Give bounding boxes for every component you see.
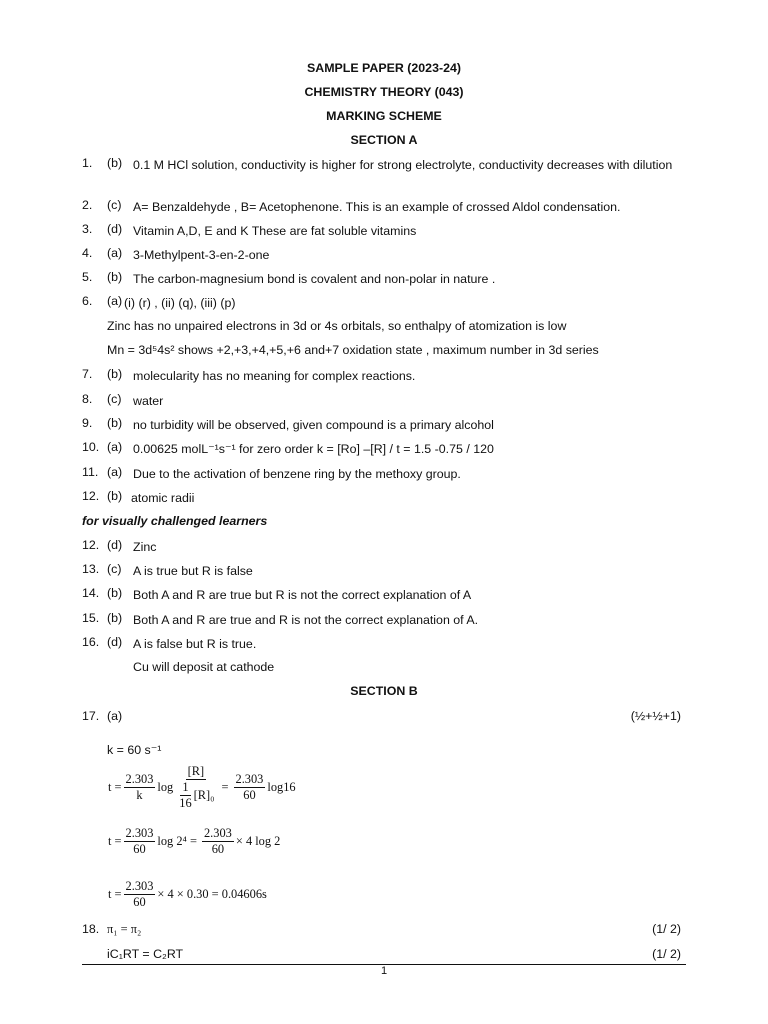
answer-text: atomic radii [131, 491, 195, 505]
answer-number: 2. [82, 198, 93, 212]
answer-text: Both A and R are true and R is not the correct explanation of A. [133, 613, 479, 627]
answer-text: Zinc [133, 540, 157, 554]
answer-number: 12. [82, 489, 100, 503]
eq2-fraction-2 [202, 826, 234, 857]
eq1-one-sixteenth [177, 780, 193, 811]
eq1-initial-concentration: [R]₀ [193, 788, 215, 802]
answer-option: (b) [107, 367, 123, 381]
answer-text: A is false but R is true. [133, 637, 257, 651]
q6-explanation-1: Zinc has no unpaired electrons in 3d or 4s orbitals, so enthalpy of atomization is low [107, 319, 567, 333]
eq3-fraction [124, 879, 156, 910]
eq1-denominator-2: 60 [243, 788, 256, 802]
eq1-fraction-2 [175, 764, 216, 811]
section-a-heading: SECTION A [350, 133, 418, 147]
answer-text: Due to the activation of benzene ring by the methoxy group. [133, 467, 461, 481]
answer-text: molecularity has no meaning for complex reactions. [133, 369, 416, 383]
eq1-equals: = [221, 780, 229, 794]
answer-text: Vitamin A,D, E and K These are fat soluble vitamins [133, 224, 417, 238]
subject-title: CHEMISTRY THEORY (043) [304, 85, 464, 99]
answer-option: (a) [107, 709, 123, 723]
marks-allocation: (1/ 2) [652, 947, 681, 961]
eq2-denominator-2: 60 [211, 842, 225, 856]
answer-number: 7. [82, 367, 93, 381]
eq1-concentration: [R] [187, 764, 205, 778]
eq1-one: 1 [182, 780, 189, 794]
answer-number: 13. [82, 562, 100, 576]
eq1-lhs: t = [108, 780, 122, 794]
answer-number: 17. [82, 709, 100, 723]
eq3-tail: × 4 × 0.30 = 0.04606s [157, 887, 267, 901]
answer-option: (d) [107, 635, 123, 649]
eq2-numerator: 2.303 [125, 826, 154, 840]
answer-option: (b) [107, 156, 123, 170]
answer-option: (a) [107, 294, 123, 308]
answer-option: (c) [107, 198, 122, 212]
eq1-log: log [157, 780, 174, 794]
answer-number: 4. [82, 246, 93, 260]
section-b-heading: SECTION B [350, 684, 418, 698]
answer-option: (a) [107, 440, 123, 454]
paper-title: SAMPLE PAPER (2023-24) [306, 61, 461, 75]
eq2-mid: log 2⁴ = [157, 834, 197, 848]
answer-number: 12. [82, 538, 100, 552]
equation-3 [108, 879, 267, 910]
scheme-title: MARKING SCHEME [326, 109, 442, 123]
answer-option: (c) [107, 562, 122, 576]
answer-number: 16. [82, 635, 100, 649]
equation-2 [108, 826, 280, 857]
eq2-lhs: t = [108, 834, 122, 848]
eq1-fraction-3 [234, 772, 266, 803]
eq2-fraction-1 [124, 826, 156, 857]
answer-option: (b) [107, 586, 123, 600]
answer-option: (d) [107, 538, 123, 552]
answer-number: 3. [82, 222, 93, 236]
answer-number: 10. [82, 440, 100, 454]
answer-option: (b) [107, 416, 123, 430]
eq1-numerator: 2.303 [125, 772, 154, 786]
eq2-tail: × 4 log 2 [235, 834, 281, 848]
answer-option: (b) [107, 489, 123, 503]
answer-text: (i) (r) , (ii) (q), (iii) (p) [124, 296, 236, 310]
answer-number: 15. [82, 611, 100, 625]
eq1-denominator: k [136, 788, 143, 802]
answer-text: 0.00625 molL⁻¹s⁻¹ for zero order k = [Ro] –[R] / t = 1.5 -0.75 / 120 [133, 442, 494, 456]
answer-number: 14. [82, 586, 100, 600]
marks-allocation: (½+½+1) [630, 709, 681, 723]
answer-number: 18. [82, 922, 100, 936]
answer-text: A= Benzaldehyde , B= Acetophenone. This is an example of crossed Aldol condensation. [133, 200, 621, 214]
answer-number: 5. [82, 270, 93, 284]
eq3-lhs: t = [108, 887, 122, 901]
answer-text: no turbidity will be observed, given compound is a primary alcohol [133, 418, 494, 432]
answer-text: 0.1 M HCl solution, conductivity is higher for strong electrolyte, conductivity decreases with dilution [133, 158, 673, 172]
answer-text: water [133, 394, 164, 408]
eq1-sixteen: 16 [179, 796, 192, 810]
eq2-denominator: 60 [133, 842, 146, 856]
page-number: 1 [380, 965, 388, 977]
answer-text: The carbon-magnesium bond is covalent and non-polar in nature . [133, 272, 496, 286]
answer-number: 6. [82, 294, 93, 308]
eq3-numerator: 2.303 [125, 879, 154, 893]
answer-option: (d) [107, 222, 123, 236]
answer-option: (b) [107, 270, 123, 284]
eq2-numerator-2: 2.303 [203, 826, 232, 840]
q6-explanation-2: Mn = 3d⁵4s² shows +2,+3,+4,+5,+6 and+7 oxidation state , maximum number in 3d series [107, 343, 599, 357]
q16-explanation: Cu will deposit at cathode [133, 660, 275, 674]
answer-text: 3-Methylpent-3-en-2-one [133, 248, 270, 262]
osmotic-pressure-equality: π₁ = π₂ [107, 922, 142, 936]
answer-number: 11. [82, 465, 99, 479]
eq3-denominator: 60 [133, 895, 146, 909]
answer-number: 8. [82, 392, 93, 406]
rate-constant-line: k = 60 s⁻¹ [107, 743, 162, 757]
eq1-sub-denominator [175, 780, 216, 811]
equation-1 [108, 764, 296, 811]
marks-allocation: (1/ 2) [652, 922, 681, 936]
eq1-tail: log16 [267, 780, 296, 794]
visually-challenged-note: for visually challenged learners [82, 514, 268, 528]
answer-number: 9. [82, 416, 93, 430]
answer-option: (c) [107, 392, 122, 406]
answer-option: (a) [107, 246, 123, 260]
answer-text: Both A and R are true but R is not the correct explanation of A [133, 588, 472, 602]
eq1-fraction-1 [124, 772, 156, 803]
answer-option: (a) [107, 465, 123, 479]
vant-hoff-equation: iC₁RT = C₂RT [107, 947, 184, 961]
answer-number: 1. [82, 156, 93, 170]
eq1-numerator-2: 2.303 [235, 772, 264, 786]
answer-option: (b) [107, 611, 123, 625]
answer-text: A is true but R is false [133, 564, 253, 578]
